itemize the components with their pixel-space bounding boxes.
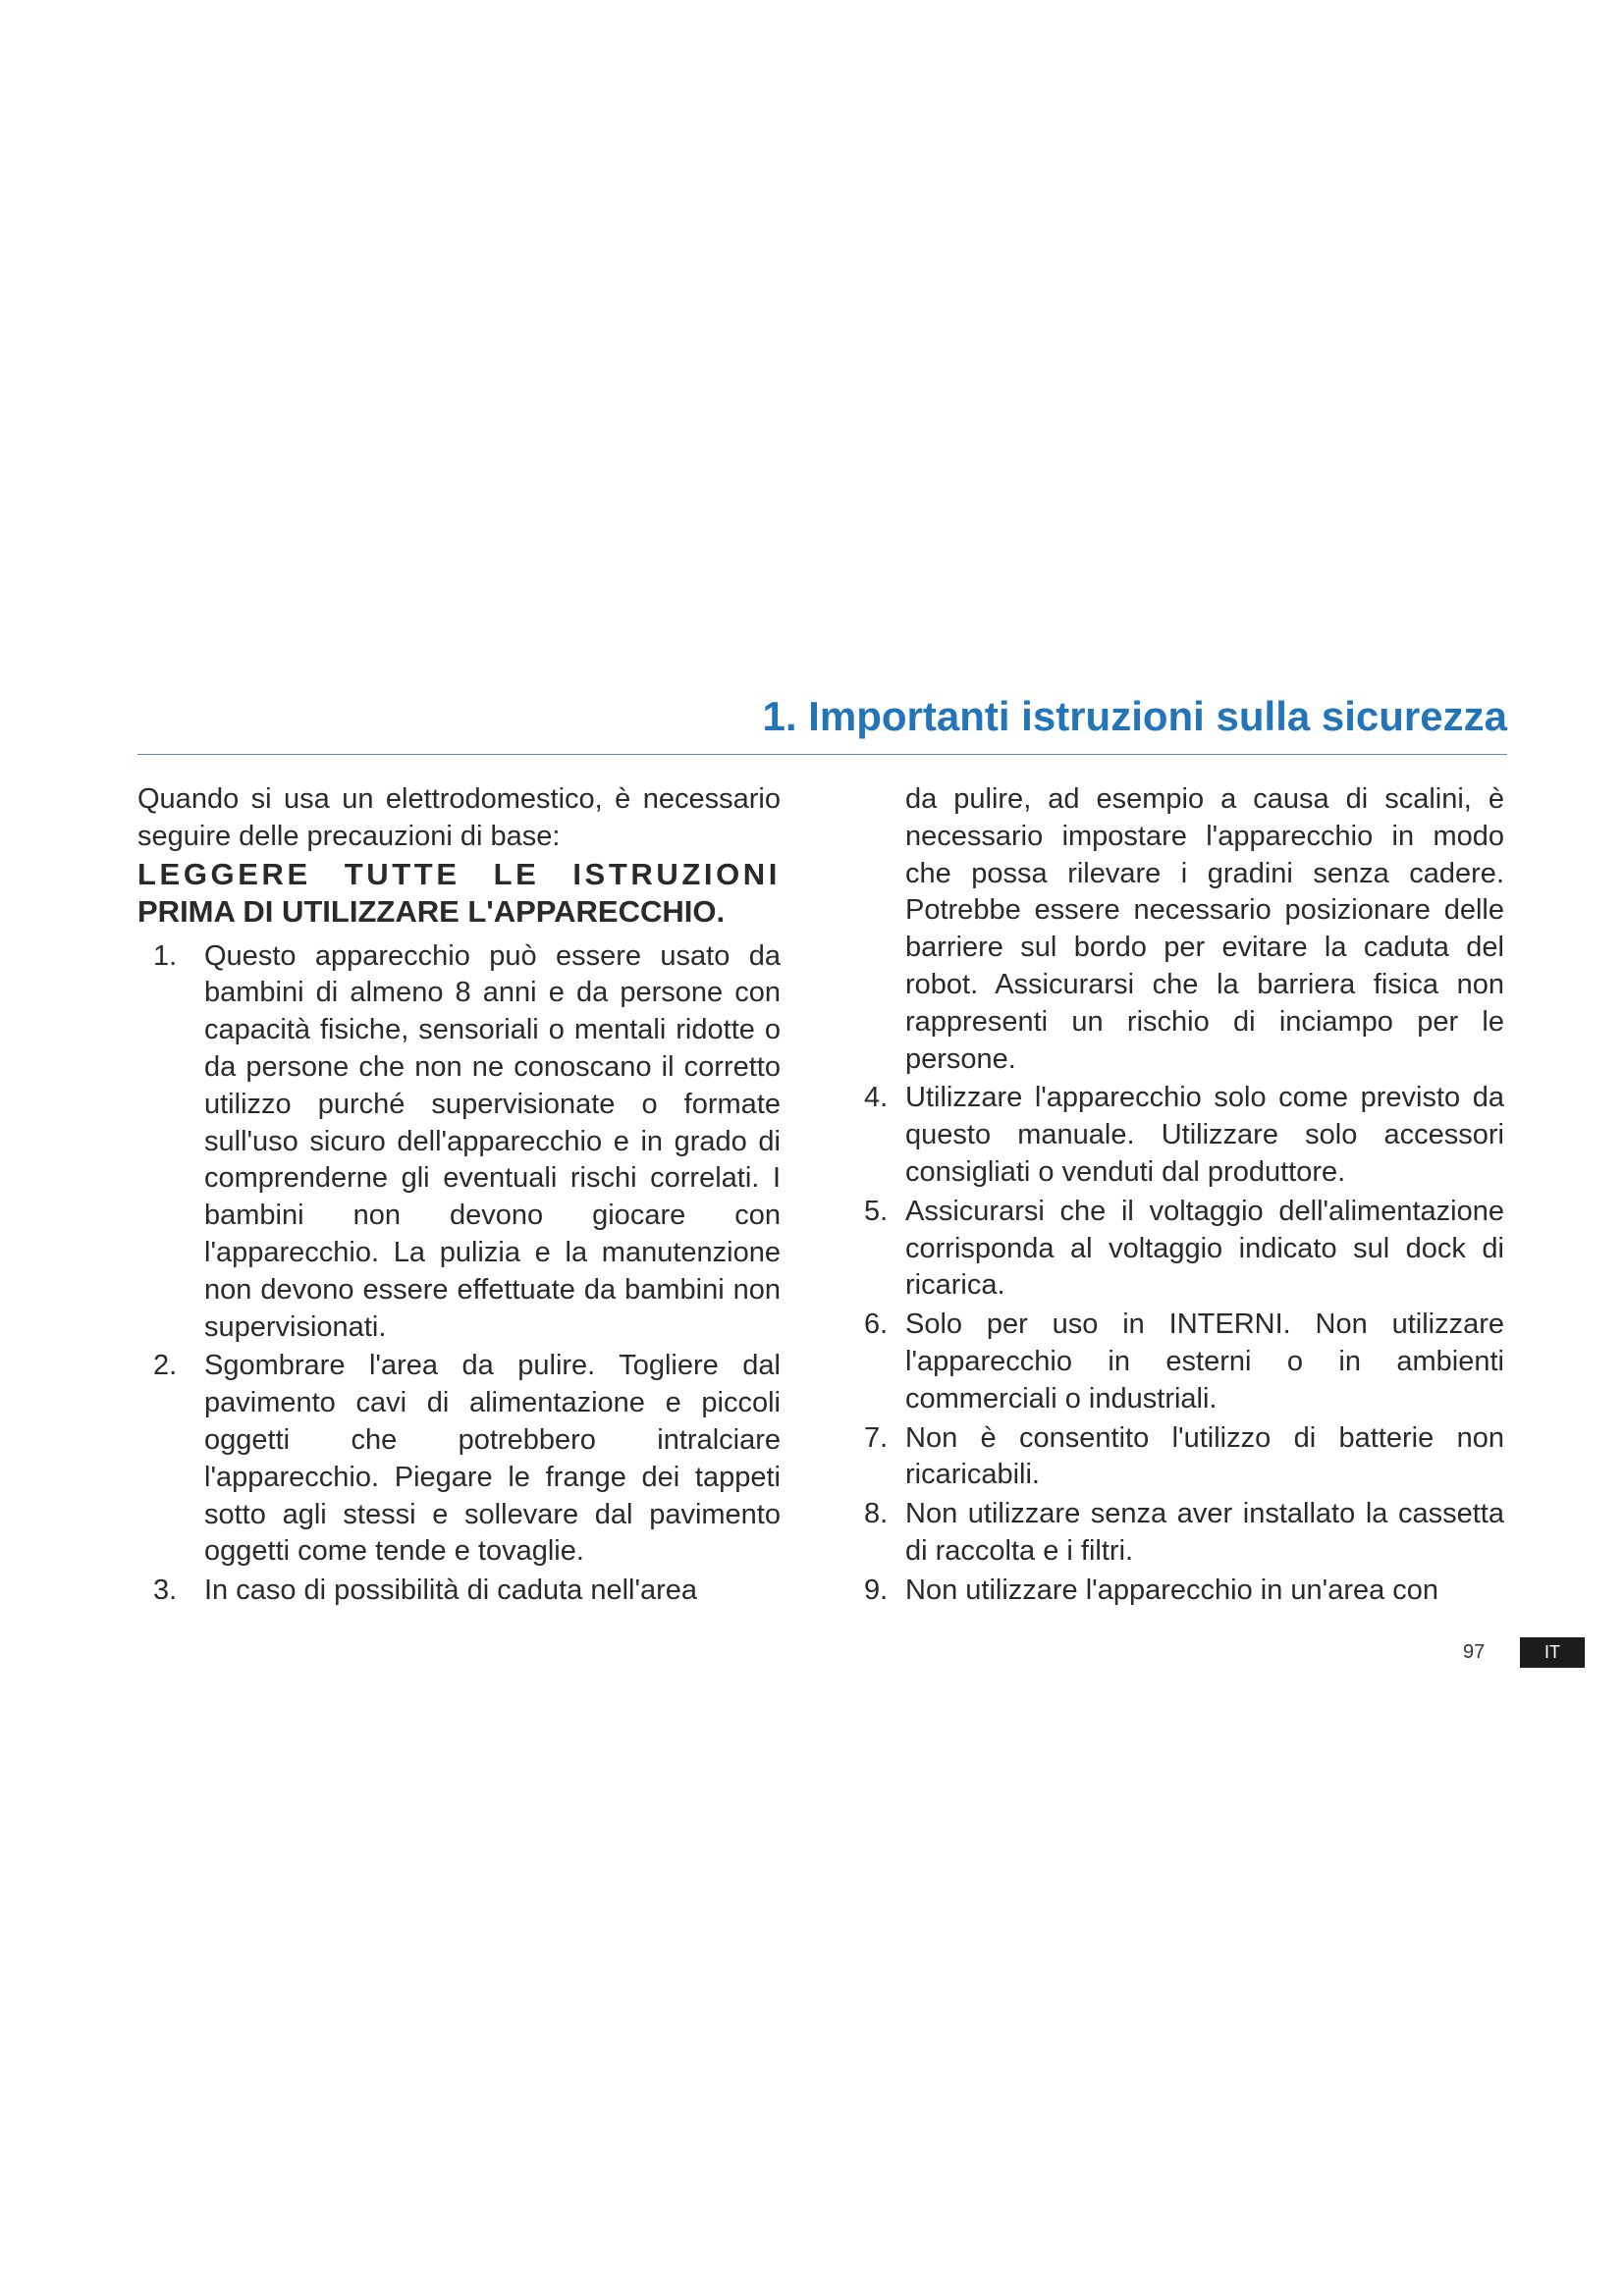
list-item — [864, 1496, 1504, 1571]
right-column — [864, 781, 1504, 1612]
item-number: 3. — [153, 1575, 178, 1607]
item-text: Assicurarsi che il voltaggio dell'alimentazione corrisponda al voltaggio indicato sul dock di ricarica. — [905, 1195, 1504, 1302]
list-item — [864, 1573, 1504, 1610]
item-text: Solo per uso in INTERNI. Non utilizzare l'apparecchio in esterni o in ambienti commerciali o industriali. — [905, 1308, 1504, 1415]
item-text: Non utilizzare l'apparecchio in un'area con — [905, 1574, 1439, 1606]
list-item — [153, 1348, 781, 1571]
left-column — [137, 781, 781, 1612]
item-text: In caso di possibilità di caduta nell'area — [204, 1575, 698, 1607]
section-title: 1. Importanti istruzioni sulla sicurezza — [762, 693, 1507, 739]
item-number: 1. — [153, 939, 178, 972]
list-item — [864, 1307, 1504, 1417]
list-item — [864, 1080, 1504, 1191]
item-number: 8. — [864, 1498, 889, 1530]
item-number: 7. — [864, 1421, 889, 1454]
item-3-continuation: da pulire, ad esempio a causa di scalini, è necessario impostare l'apparecchio in modo che possa rilevare i gradini senza cadere. Potrebbe essere necessario posizionare delle barriere sul bordo per evitare la caduta del robot. Assicurarsi che la barriera fisica non rappresenti un rischio di inciampo per le persone. — [905, 783, 1504, 1075]
instruction-list-left — [137, 938, 781, 1610]
warning-heading-line1: LEGGERE TUTTE LE ISTRUZIONI — [137, 856, 781, 891]
item-text: Questo apparecchio può essere usato da bambini di almeno 8 anni e da persone con capacità fisiche, sensoriali o mentali ridotte o da persone che non ne conoscano il corretto utilizzo purché supervisionate o formate sull'uso sicuro dell'apparecchio e in grado di comprenderne gli eventuali rischi correlati. I bambini non devono giocare con l'apparecchio. La pulizia e la manutenzione non devono essere effettuate da bambini non supervisionati. — [204, 939, 781, 1343]
language-badge: IT — [1520, 1637, 1585, 1668]
item-text: Utilizzare l'apparecchio solo come previsto da questo manuale. Utilizzare solo accessori consigliati o venduti dal produttore. — [905, 1082, 1504, 1188]
title-divider — [137, 754, 1507, 755]
instruction-list-right — [864, 1080, 1504, 1609]
list-item — [153, 1573, 781, 1610]
item-number: 5. — [864, 1195, 889, 1227]
item-text: Non è consentito l'utilizzo di batterie non ricaricabili. — [905, 1421, 1504, 1491]
item-number: 6. — [864, 1308, 889, 1341]
warning-heading-line2: PRIMA DI UTILIZZARE L'APPARECCHIO. — [137, 893, 726, 929]
item-text: Non utilizzare senza aver installato la cassetta di raccolta e i filtri. — [905, 1498, 1504, 1567]
item-number: 4. — [864, 1082, 889, 1114]
intro-text: Quando si usa un elettrodomestico, è necessario seguire delle precauzioni di base: — [137, 783, 781, 852]
list-item — [153, 938, 781, 1347]
item-text: Sgombrare l'area da pulire. Togliere dal pavimento cavi di alimentazione e piccoli oggetti che potrebbero intralciare l'apparecchio. Piegare le frange dei tappeti sotto agli stessi e sollevare dal pavimento oggetti come tende e tovaglie. — [204, 1350, 781, 1568]
page-number: 97 — [1463, 1641, 1486, 1663]
list-item — [864, 1194, 1504, 1305]
item-number: 2. — [153, 1350, 178, 1382]
item-number: 9. — [864, 1574, 889, 1606]
list-item — [864, 1420, 1504, 1495]
